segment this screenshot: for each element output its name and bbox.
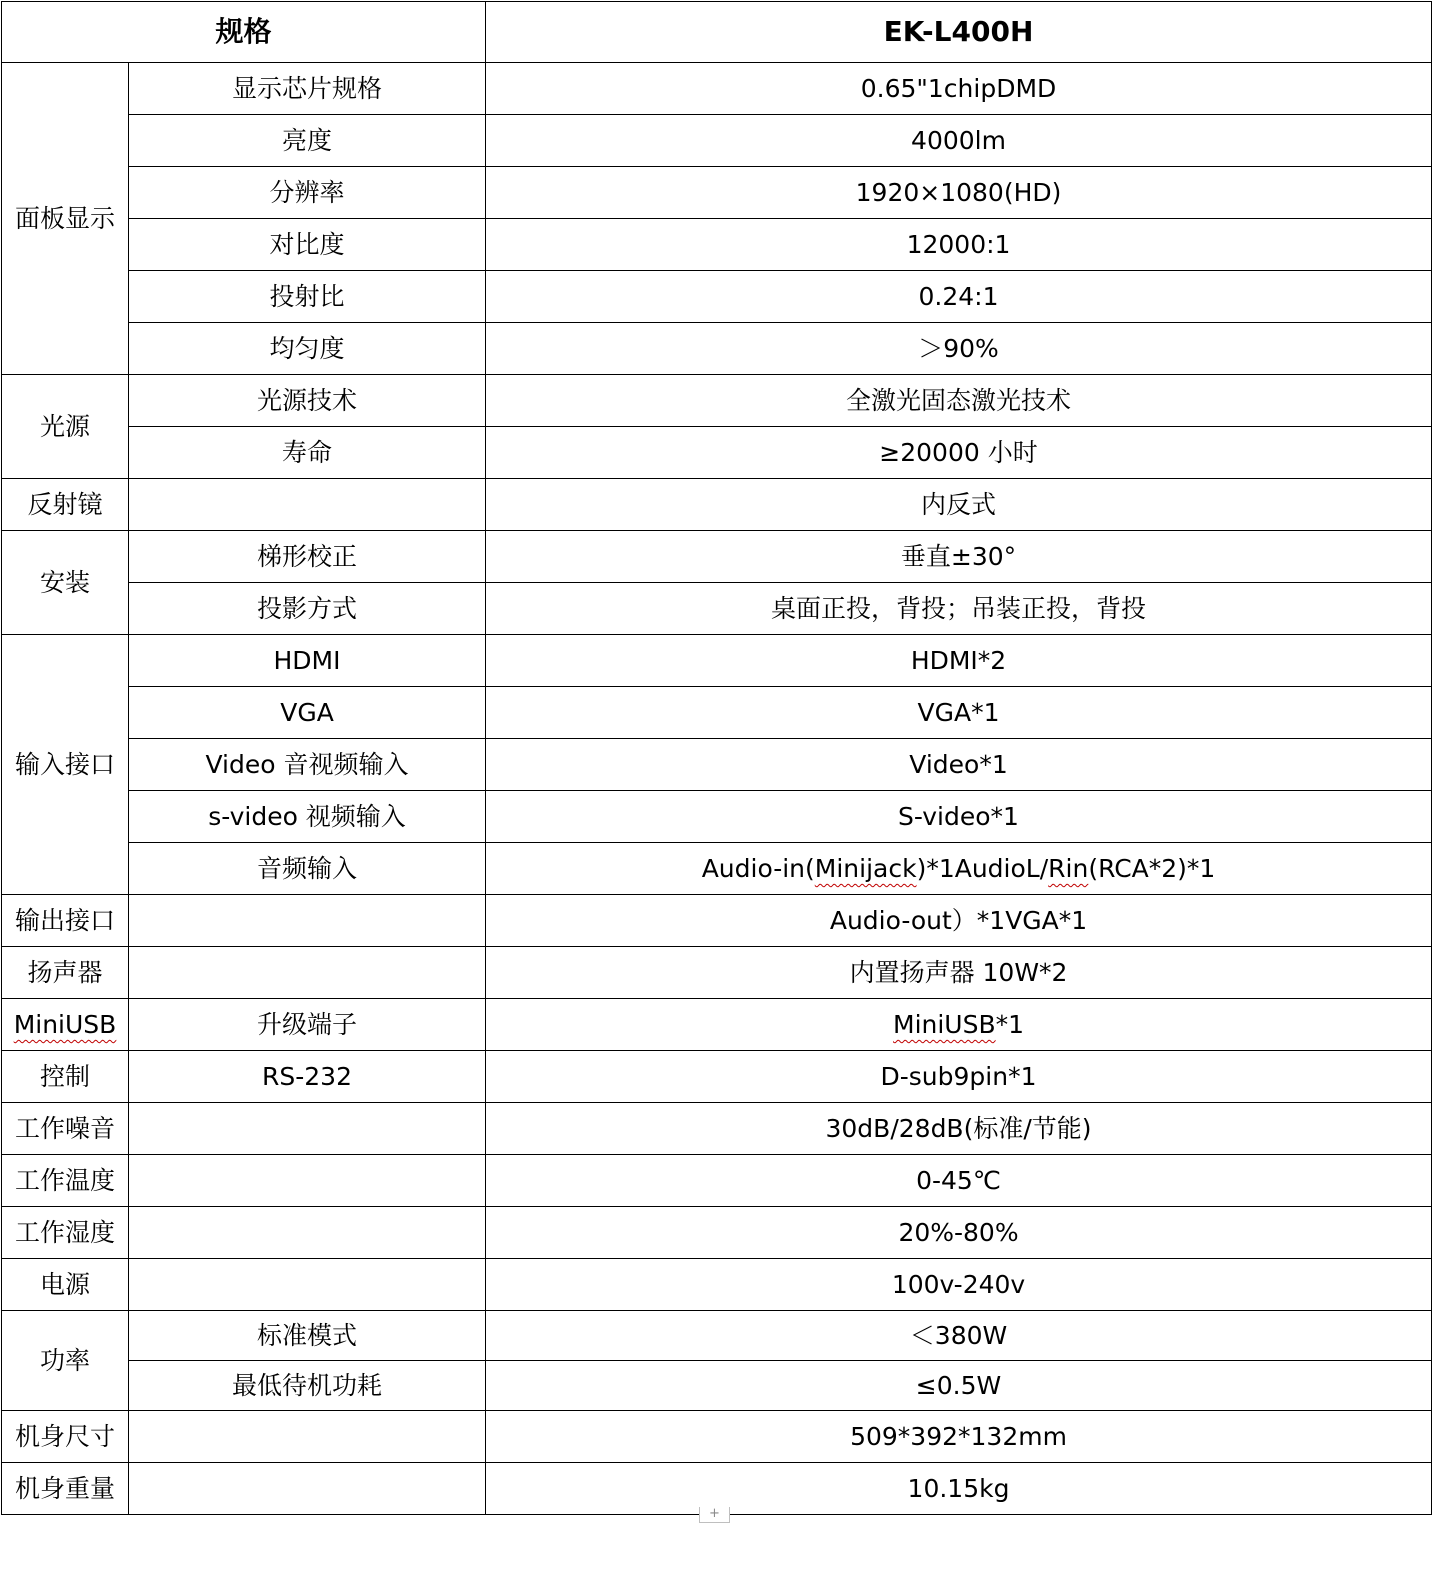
table-row bbox=[2, 791, 1432, 843]
header-row bbox=[2, 2, 1432, 63]
spec-value: Audio-out）*1VGA*1 bbox=[486, 895, 1432, 947]
table-row bbox=[2, 1311, 1432, 1361]
category-cell: 输出接口 bbox=[2, 895, 129, 947]
spec-value: 0-45℃ bbox=[486, 1155, 1432, 1207]
table-row bbox=[2, 375, 1432, 427]
spec-key: 标准模式 bbox=[129, 1311, 486, 1361]
table-row bbox=[2, 687, 1432, 739]
category-cell: 输入接口 bbox=[2, 635, 129, 895]
table-row bbox=[2, 999, 1432, 1051]
spec-key: Video 音视频输入 bbox=[129, 739, 486, 791]
spellcheck-word: MiniUSB bbox=[13, 1009, 117, 1039]
table-row bbox=[2, 895, 1432, 947]
table-row bbox=[2, 739, 1432, 791]
spec-value: 全激光固态激光技术 bbox=[486, 375, 1432, 427]
spec-key: HDMI bbox=[129, 635, 486, 687]
category-cell: 反射镜 bbox=[2, 479, 129, 531]
spec-key: 投射比 bbox=[129, 271, 486, 323]
spec-key bbox=[129, 1155, 486, 1207]
spec-key bbox=[129, 479, 486, 531]
spec-value: 100v-240v bbox=[486, 1259, 1432, 1311]
value-part: (RCA*2)*1 bbox=[1088, 853, 1216, 883]
table-row bbox=[2, 219, 1432, 271]
spec-value: 20%-80% bbox=[486, 1207, 1432, 1259]
table-row bbox=[2, 1361, 1432, 1411]
category-cell: 安装 bbox=[2, 531, 129, 635]
spec-key: 分辨率 bbox=[129, 167, 486, 219]
spec-value: D-sub9pin*1 bbox=[486, 1051, 1432, 1103]
spec-key: 亮度 bbox=[129, 115, 486, 167]
table-row bbox=[2, 635, 1432, 687]
spec-header: 规格 bbox=[2, 2, 486, 63]
spec-key: 投影方式 bbox=[129, 583, 486, 635]
spec-value: 0.65"1chipDMD bbox=[486, 63, 1432, 115]
spec-value: ≤0.5W bbox=[486, 1361, 1432, 1411]
spec-value bbox=[486, 843, 1432, 895]
table-row bbox=[2, 1207, 1432, 1259]
spec-key: 寿命 bbox=[129, 427, 486, 479]
spec-key: 对比度 bbox=[129, 219, 486, 271]
spec-value: ＞90% bbox=[486, 323, 1432, 375]
spec-value bbox=[486, 999, 1432, 1051]
category-cell: 电源 bbox=[2, 1259, 129, 1311]
category-cell: 机身重量 bbox=[2, 1463, 129, 1515]
spec-value: VGA*1 bbox=[486, 687, 1432, 739]
table-row bbox=[2, 323, 1432, 375]
spec-key bbox=[129, 1463, 486, 1515]
category-cell: 控制 bbox=[2, 1051, 129, 1103]
model-header: EK-L400H bbox=[486, 2, 1432, 63]
table-row bbox=[2, 115, 1432, 167]
spellcheck-word: Rin bbox=[1048, 853, 1089, 883]
spec-key bbox=[129, 947, 486, 999]
table-row bbox=[2, 427, 1432, 479]
category-cell: 面板显示 bbox=[2, 63, 129, 375]
category-cell: 工作温度 bbox=[2, 1155, 129, 1207]
spellcheck-word: Minijack bbox=[814, 853, 917, 883]
spec-value: HDMI*2 bbox=[486, 635, 1432, 687]
category-cell: 功率 bbox=[2, 1311, 129, 1411]
spec-key: 升级端子 bbox=[129, 999, 486, 1051]
spec-key: 梯形校正 bbox=[129, 531, 486, 583]
table-row bbox=[2, 271, 1432, 323]
table-row bbox=[2, 1259, 1432, 1311]
table-row bbox=[2, 947, 1432, 999]
table-row bbox=[2, 1155, 1432, 1207]
value-part: *1 bbox=[995, 1009, 1025, 1039]
spec-table bbox=[1, 1, 1432, 1515]
table-row bbox=[2, 531, 1432, 583]
spec-value: 12000:1 bbox=[486, 219, 1432, 271]
category-cell: 工作湿度 bbox=[2, 1207, 129, 1259]
spec-key bbox=[129, 1411, 486, 1463]
spec-key bbox=[129, 895, 486, 947]
table-row bbox=[2, 1051, 1432, 1103]
spec-key: RS-232 bbox=[129, 1051, 486, 1103]
spec-value: ＜380W bbox=[486, 1311, 1432, 1361]
table-row bbox=[2, 479, 1432, 531]
spec-key bbox=[129, 1259, 486, 1311]
spec-key bbox=[129, 1103, 486, 1155]
category-cell: 扬声器 bbox=[2, 947, 129, 999]
spec-value: 垂直±30° bbox=[486, 531, 1432, 583]
spellcheck-word: MiniUSB bbox=[893, 1009, 996, 1039]
spec-value: 10.15kg bbox=[486, 1463, 1432, 1515]
spec-key: 光源技术 bbox=[129, 375, 486, 427]
spec-key: 最低待机功耗 bbox=[129, 1361, 486, 1411]
spec-value: 0.24:1 bbox=[486, 271, 1432, 323]
spec-value: S-video*1 bbox=[486, 791, 1432, 843]
category-cell: 机身尺寸 bbox=[2, 1411, 129, 1463]
value-part: Audio-in( bbox=[701, 853, 815, 883]
spec-key bbox=[129, 1207, 486, 1259]
category-cell: 工作噪音 bbox=[2, 1103, 129, 1155]
table-row bbox=[2, 63, 1432, 115]
spec-value: Video*1 bbox=[486, 739, 1432, 791]
spec-key: 音频输入 bbox=[129, 843, 486, 895]
spec-key: VGA bbox=[129, 687, 486, 739]
table-row bbox=[2, 167, 1432, 219]
spec-value: 4000lm bbox=[486, 115, 1432, 167]
spec-value: 1920×1080(HD) bbox=[486, 167, 1432, 219]
spec-value: 桌面正投，背投；吊装正投，背投 bbox=[486, 583, 1432, 635]
spec-value: 30dB/28dB(标准/节能) bbox=[486, 1103, 1432, 1155]
spec-key: 均匀度 bbox=[129, 323, 486, 375]
category-cell: 光源 bbox=[2, 375, 129, 479]
spec-value: 内反式 bbox=[486, 479, 1432, 531]
table-row bbox=[2, 1103, 1432, 1155]
table-row bbox=[2, 583, 1432, 635]
spec-key: s-video 视频输入 bbox=[129, 791, 486, 843]
spec-value: 内置扬声器 10W*2 bbox=[486, 947, 1432, 999]
add-row-button[interactable]: + bbox=[699, 1507, 730, 1523]
spec-key: 显示芯片规格 bbox=[129, 63, 486, 115]
category-cell bbox=[2, 999, 129, 1051]
table-row bbox=[2, 1411, 1432, 1463]
value-part: )*1AudioL/ bbox=[916, 853, 1049, 883]
spec-value: ≥20000 小时 bbox=[486, 427, 1432, 479]
table-row bbox=[2, 843, 1432, 895]
spec-value: 509*392*132mm bbox=[486, 1411, 1432, 1463]
